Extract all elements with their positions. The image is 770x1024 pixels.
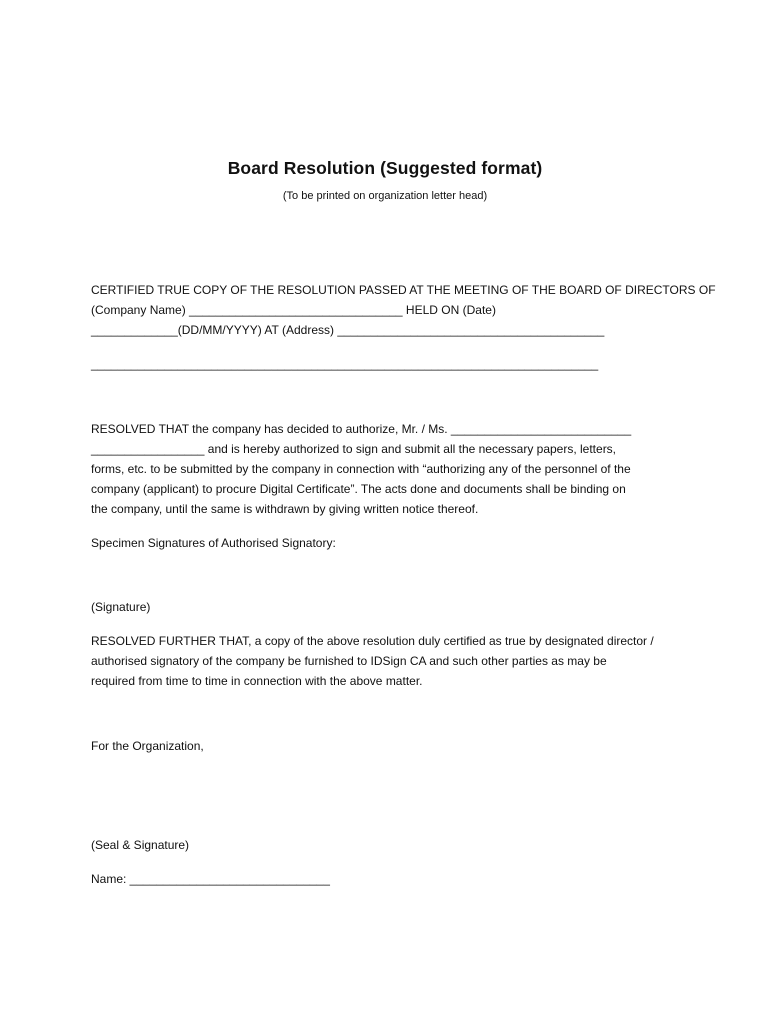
resolved-further-paragraph xyxy=(91,631,681,691)
resolved-further-line-3: required from time to time in connection with the above matter. xyxy=(91,674,423,688)
resolved-further-line-2: authorised signatory of the company be furnished to IDSign CA and such other parties as may be xyxy=(91,654,607,668)
resolved-line-4: company (applicant) to procure Digital Certificate”. The acts done and documents shall be binding on xyxy=(91,482,626,496)
signature-label: (Signature) xyxy=(91,600,151,614)
seal-signature-label: (Seal & Signature) xyxy=(91,838,190,852)
certified-line-1: CERTIFIED TRUE COPY OF THE RESOLUTION PASSED AT THE MEETING OF THE BOARD OF DIRECTORS OF xyxy=(91,283,716,297)
document-title: Board Resolution (Suggested format) xyxy=(227,158,543,178)
resolved-paragraph xyxy=(91,419,681,519)
certified-line-4: ____________________________________________________________________________ xyxy=(91,357,599,371)
address-blank-line xyxy=(91,354,681,374)
resolved-line-2: _________________ and is hereby authorized to sign and submit all the necessary papers, letters, xyxy=(91,442,617,456)
document-subtitle: (To be printed on organization letter head) xyxy=(282,190,488,202)
for-organization-label: For the Organization, xyxy=(91,739,204,753)
resolved-line-3: forms, etc. to be submitted by the company in connection with “authorizing any of the personnel of the xyxy=(91,462,631,476)
name-field: Name: ______________________________ xyxy=(91,872,330,886)
specimen-signatures-label: Specimen Signatures of Authorised Signatory: xyxy=(91,536,336,550)
certified-copy-paragraph xyxy=(91,280,716,340)
resolved-line-5: the company, until the same is withdrawn by giving written notice thereof. xyxy=(91,502,479,516)
resolved-line-1: RESOLVED THAT the company has decided to authorize, Mr. / Ms. ___________________________ xyxy=(91,422,632,436)
resolved-further-line-1: RESOLVED FURTHER THAT, a copy of the above resolution duly certified as true by designated director / xyxy=(91,634,654,648)
certified-line-3: _____________(DD/MM/YYYY) AT (Address) ________________________________________ xyxy=(91,323,605,337)
certified-line-2: (Company Name) ________________________________ HELD ON (Date) xyxy=(91,303,496,317)
